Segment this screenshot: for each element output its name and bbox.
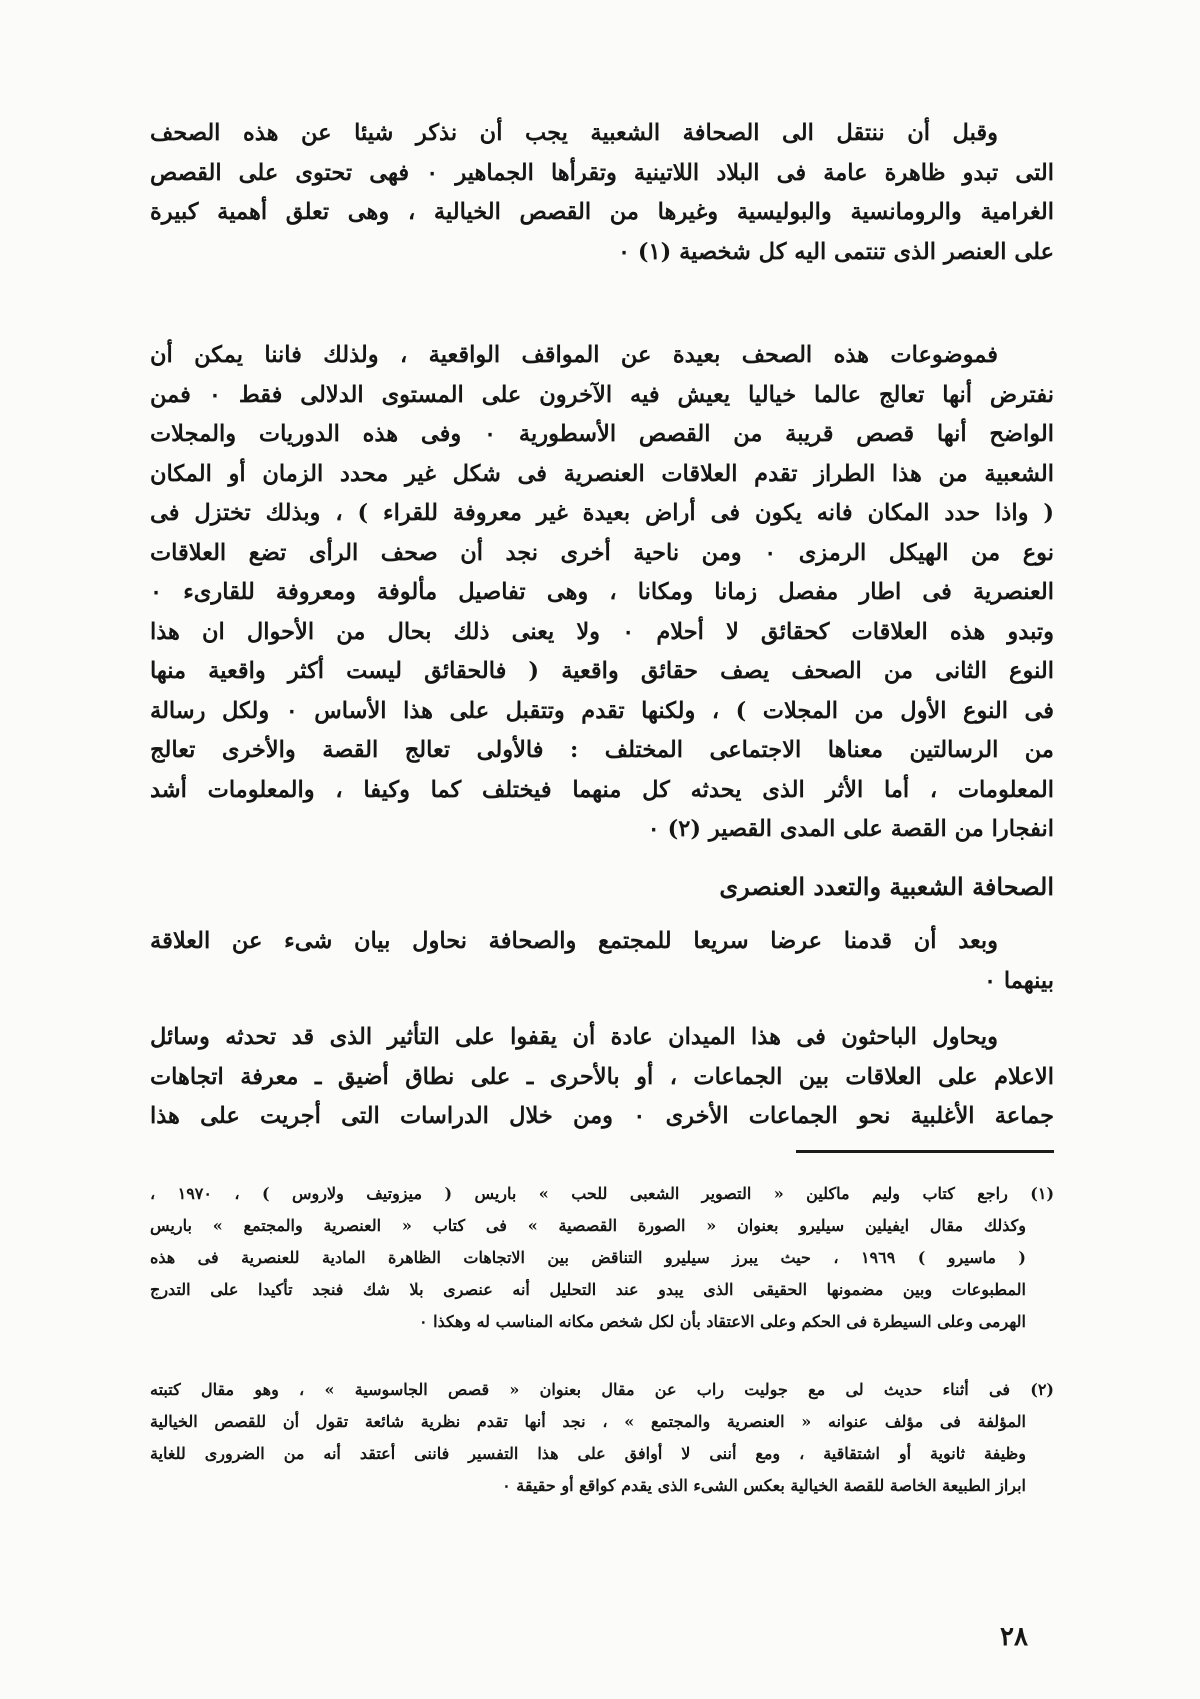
paragraph-line: من الرسالتين معناها الاجتماعى المختلف : فالأولى تعالج القصة والأخرى تعالج <box>150 737 1054 763</box>
paragraph-line: المعلومات ، أما الأثر الذى يحدثه كل منهما فيختلف كما وكيفا ، والمعلومات أشد <box>150 776 1054 803</box>
paragraph-4 <box>150 1018 1054 1137</box>
paragraph-line: على العنصر الذى تنتمى اليه كل شخصية (۱) ۰ <box>617 238 1054 265</box>
paragraph-line: وتبدو هذه العلاقات كحقائق لا أحلام ۰ ولا يعنى ذلك بحال من الأحوال ان هذا <box>150 618 1054 645</box>
footnote-line: وظيفة ثانوية أو اشتقاقية ، ومع أننى لا أوافق على هذا التفسير فاننى أعتقد أنه من الضرورى للغاية <box>150 1444 1026 1463</box>
footnote-line: المطبوعات وبين مضمونها الحقيقى الذى يبدو عند التحليل أنه عنصرى بلا شك فنجد تأكيدا على التدرج <box>150 1280 1027 1299</box>
paragraph-1 <box>150 114 1054 272</box>
paragraph-line: نفترض أنها تعالج عالما خياليا يعيش فيه الآخرون على المستوى الدلالى فقط ۰ فمن <box>150 381 1054 408</box>
footnote-line: ( ماسيرو ) ۱۹٦۹ ، حيث يبرز سيليرو التناقض بين الاتجاهات الظاهرة المادية للعنصرية فى هذه <box>150 1248 1027 1267</box>
paragraph-line: ( واذا حدد المكان فانه يكون فى أراض بعيدة غير معروفة للقراء ) ، وبذلك تختزل فى <box>150 500 1054 526</box>
paragraph-line: الاعلام على العلاقات بين الجماعات ، أو بالأحرى ـ على نطاق أضيق ـ معرفة اتجاهات <box>150 1063 1054 1090</box>
footnote-line: وكذلك مقال ايفيلين سيليرو بعنوان « الصورة القصصية » فى كتاب « العنصرية والمجتمع » باريس <box>150 1216 1026 1235</box>
paragraph-line: بينهما ۰ <box>983 967 1054 994</box>
paragraph-line: وبعد أن قدمنا عرضا سريعا للمجتمع والصحافة نحاول بيان شىء عن العلاقة <box>150 928 998 954</box>
paragraph-line: وقبل أن ننتقل الى الصحافة الشعبية يجب أن نذكر شيئا عن هذه الصحف <box>150 120 998 146</box>
footnote-line: المؤلفة فى مؤلف عنوانه « العنصرية والمجتمع » ، نجد أنها تقدم نظرية شائعة تقول أن للقصص الخيالية <box>150 1412 1027 1431</box>
paragraph-line: التى تبدو ظاهرة عامة فى البلاد اللاتينية وتقرأها الجماهير ۰ فهى تحتوى على القصص <box>150 159 1054 186</box>
page-number: ۲۸ <box>1000 1622 1028 1652</box>
footnote-separator <box>796 1150 1054 1153</box>
footnote-line: الهرمى وعلى السيطرة فى الحكم وعلى الاعتقاد بأن لكل شخص مكانه المناسب له وهكذا ۰ <box>419 1312 1026 1331</box>
footnote-line: ابراز الطبيعة الخاصة للقصة الخيالية بعكس الشىء الذى يقدم كواقع أو حقيقة ۰ <box>502 1476 1026 1495</box>
paragraph-line: نوع من الهيكل الرمزى ۰ ومن ناحية أخرى نجد أن صحف الرأى تضع العلاقات <box>150 539 1054 566</box>
paragraph-line: انفجارا من القصة على المدى القصير (۲) ۰ <box>647 816 1054 842</box>
footnote-1 <box>150 1178 1054 1338</box>
paragraph-3 <box>150 922 1054 1001</box>
footnote-line: (۲) فى أثناء حديث لى مع جوليت راب عن مقال بعنوان « قصص الجاسوسية » ، وهو مقال كتبته <box>150 1380 1054 1399</box>
paragraph-line: ويحاول الباحثون فى هذا الميدان عادة أن يقفوا على التأثير الذى قد تحدثه وسائل <box>150 1024 998 1050</box>
footnote-line: (۱) راجع كتاب وليم ماكلين « التصوير الشعبى للحب » باريس ( ميزوتيف ولاروس ) ، ۱۹۷۰ ، <box>150 1184 1054 1203</box>
section-heading: الصحافة الشعبية والتعدد العنصرى <box>719 872 1054 901</box>
paragraph-line: جماعة الأغلبية نحو الجماعات الأخرى ۰ ومن خلال الدراسات التى أجريت على هذا <box>150 1103 1054 1129</box>
paragraph-line: فى النوع الأول من المجلات ) ، ولكنها تقدم وتتقبل على هذا الأساس ۰ ولكل رسالة <box>150 697 1054 724</box>
footnote-2 <box>150 1374 1054 1502</box>
paragraph-line: فموضوعات هذه الصحف بعيدة عن المواقف الواقعية ، ولذلك فاننا يمكن أن <box>150 342 998 368</box>
paragraph-line: الغرامية والرومانسية والبوليسية وغيرها من القصص الخيالية ، وهى تعلق أهمية كبيرة <box>150 199 1054 225</box>
paragraph-line: العنصرية فى اطار مفصل زمانا ومكانا ، وهى تفاصيل مألوفة ومعروفة للقارىء ۰ <box>150 579 1054 605</box>
paragraph-line: الواضح أنها قصص قريبة من القصص الأسطورية ۰ وفى هذه الدوريات والمجلات <box>150 421 1054 447</box>
paragraph-2 <box>150 336 1054 850</box>
paragraph-line: النوع الثانى من الصحف يصف حقائق واقعية ( فالحقائق ليست أكثر واقعية منها <box>150 658 1054 684</box>
paragraph-line: الشعبية من هذا الطراز تقدم العلاقات العنصرية فى شكل غير محدد الزمان أو المكان <box>150 460 1054 487</box>
